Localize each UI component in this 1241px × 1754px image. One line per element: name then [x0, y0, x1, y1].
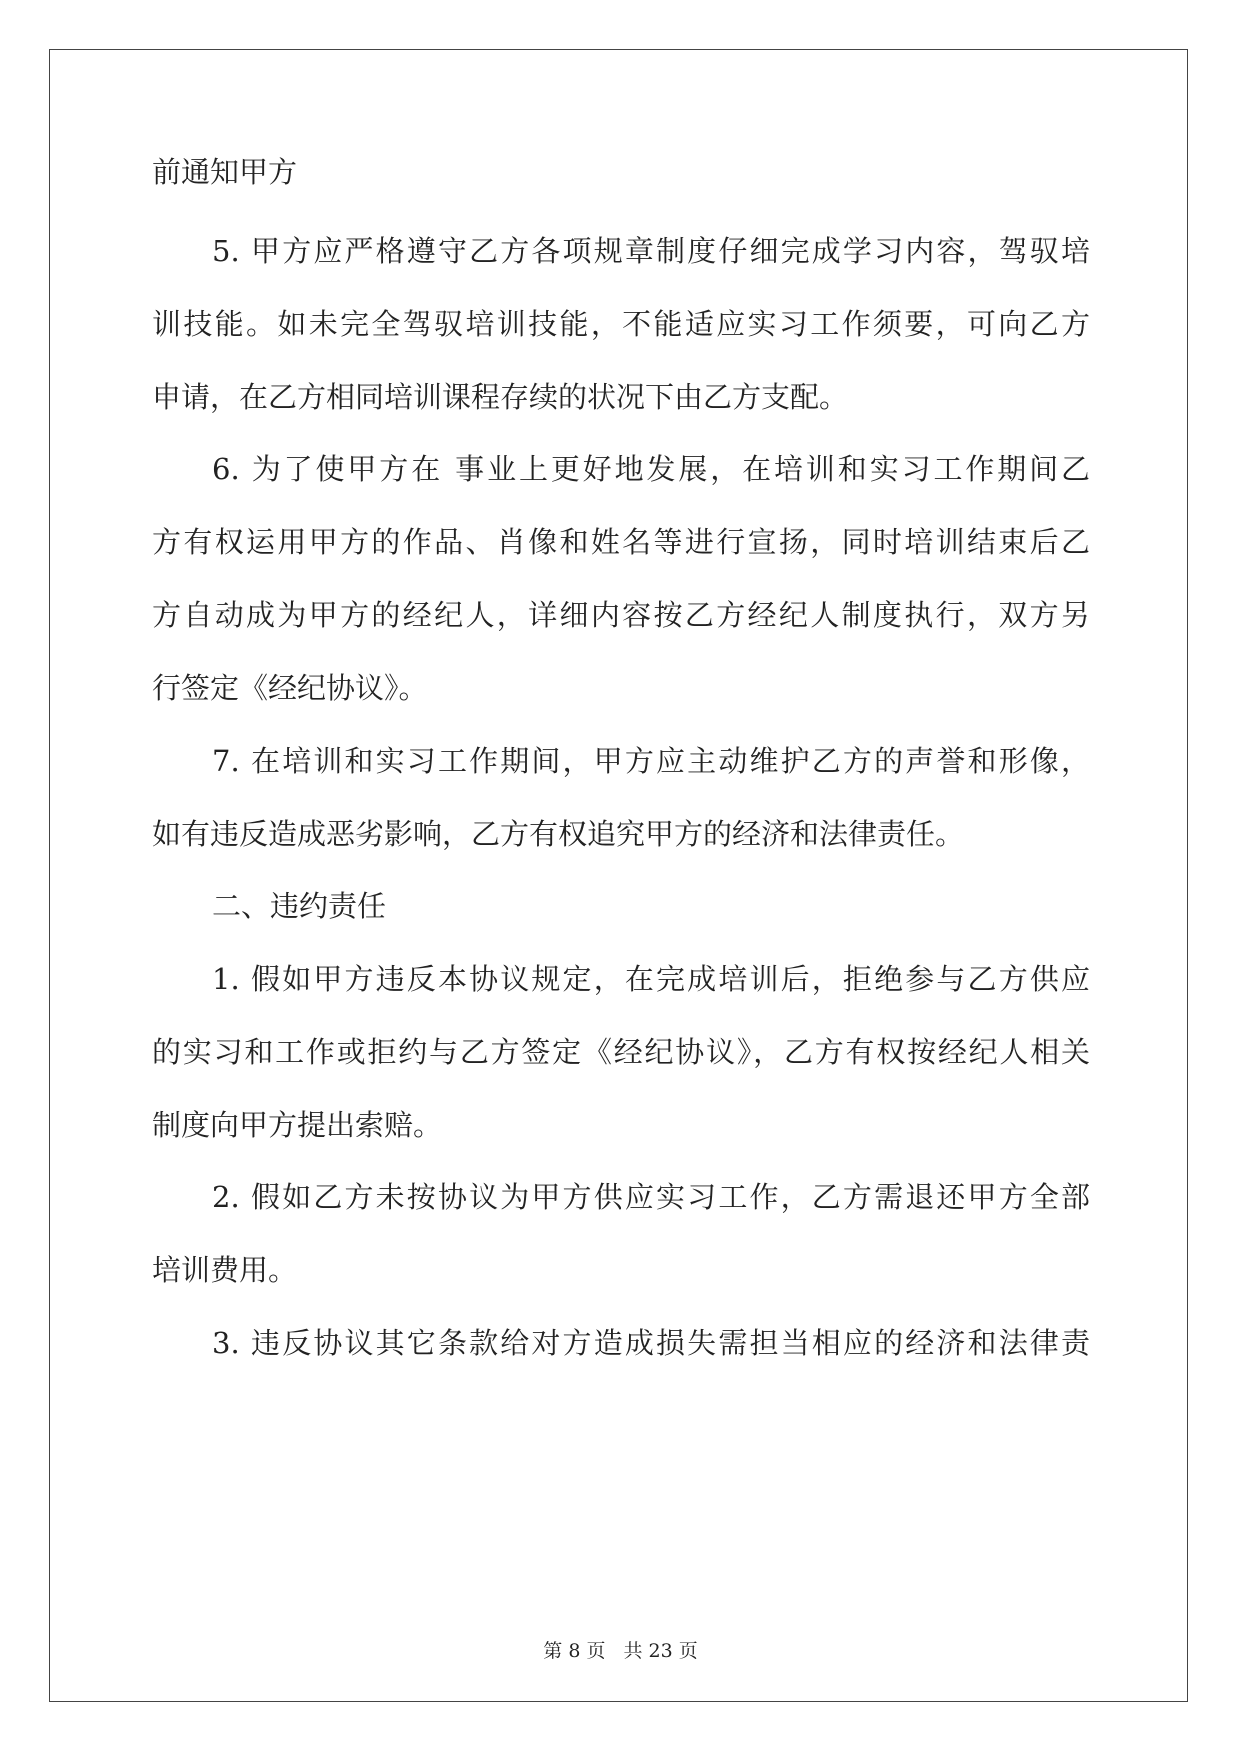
page-frame: [49, 49, 1188, 1702]
page-footer: [0, 1636, 1241, 1663]
clause-5-line-3: 申请，在乙方相同培训课程存续的状况下由乙方支配。: [152, 380, 849, 414]
breach-2-line-1: 2. 假如乙方未按协议为甲方供应实习工作，乙方需退还甲方全部: [212, 1180, 1090, 1214]
clause-6-line-3: 方自动成为甲方的经纪人，详细内容按乙方经纪人制度执行，双方另: [152, 598, 1090, 632]
breach-1-line-1: 1. 假如甲方违反本协议规定，在完成培训后，拒绝参与乙方供应: [212, 962, 1090, 996]
clause-6-line-1: 6. 为了使甲方在 事业上更好地发展，在培训和实习工作期间乙: [212, 452, 1090, 486]
clause-6-line-4: 行签定《经纪协议》。: [152, 671, 428, 705]
clause-5-line-1: 5. 甲方应严格遵守乙方各项规章制度仔细完成学习内容，驾驭培: [212, 234, 1090, 268]
clause-7-line-2: 如有违反造成恶劣影响，乙方有权追究甲方的经济和法律责任。: [152, 817, 965, 851]
page-number: 第 8 页: [543, 1640, 606, 1662]
text-line: 前通知甲方: [152, 155, 298, 189]
clause-6-line-2: 方有权运用甲方的作品、肖像和姓名等进行宣扬，同时培训结束后乙: [152, 525, 1090, 559]
breach-3-line-1: 3. 违反协议其它条款给对方造成损失需担当相应的经济和法律责: [212, 1326, 1090, 1360]
breach-2-line-2: 培训费用。: [152, 1253, 298, 1287]
breach-1-line-2: 的实习和工作或拒约与乙方签定《经纪协议》，乙方有权按经纪人相关: [152, 1035, 1090, 1069]
clause-5-line-2: 训技能。如未完全驾驭培训技能，不能适应实习工作须要，可向乙方: [152, 307, 1090, 341]
clause-7-line-1: 7. 在培训和实习工作期间，甲方应主动维护乙方的声誉和形像，: [212, 744, 1090, 778]
page-total: 共 23 页: [623, 1640, 698, 1662]
section-heading-breach: 二、违约责任: [212, 889, 387, 923]
breach-1-line-3: 制度向甲方提出索赔。: [152, 1108, 443, 1142]
